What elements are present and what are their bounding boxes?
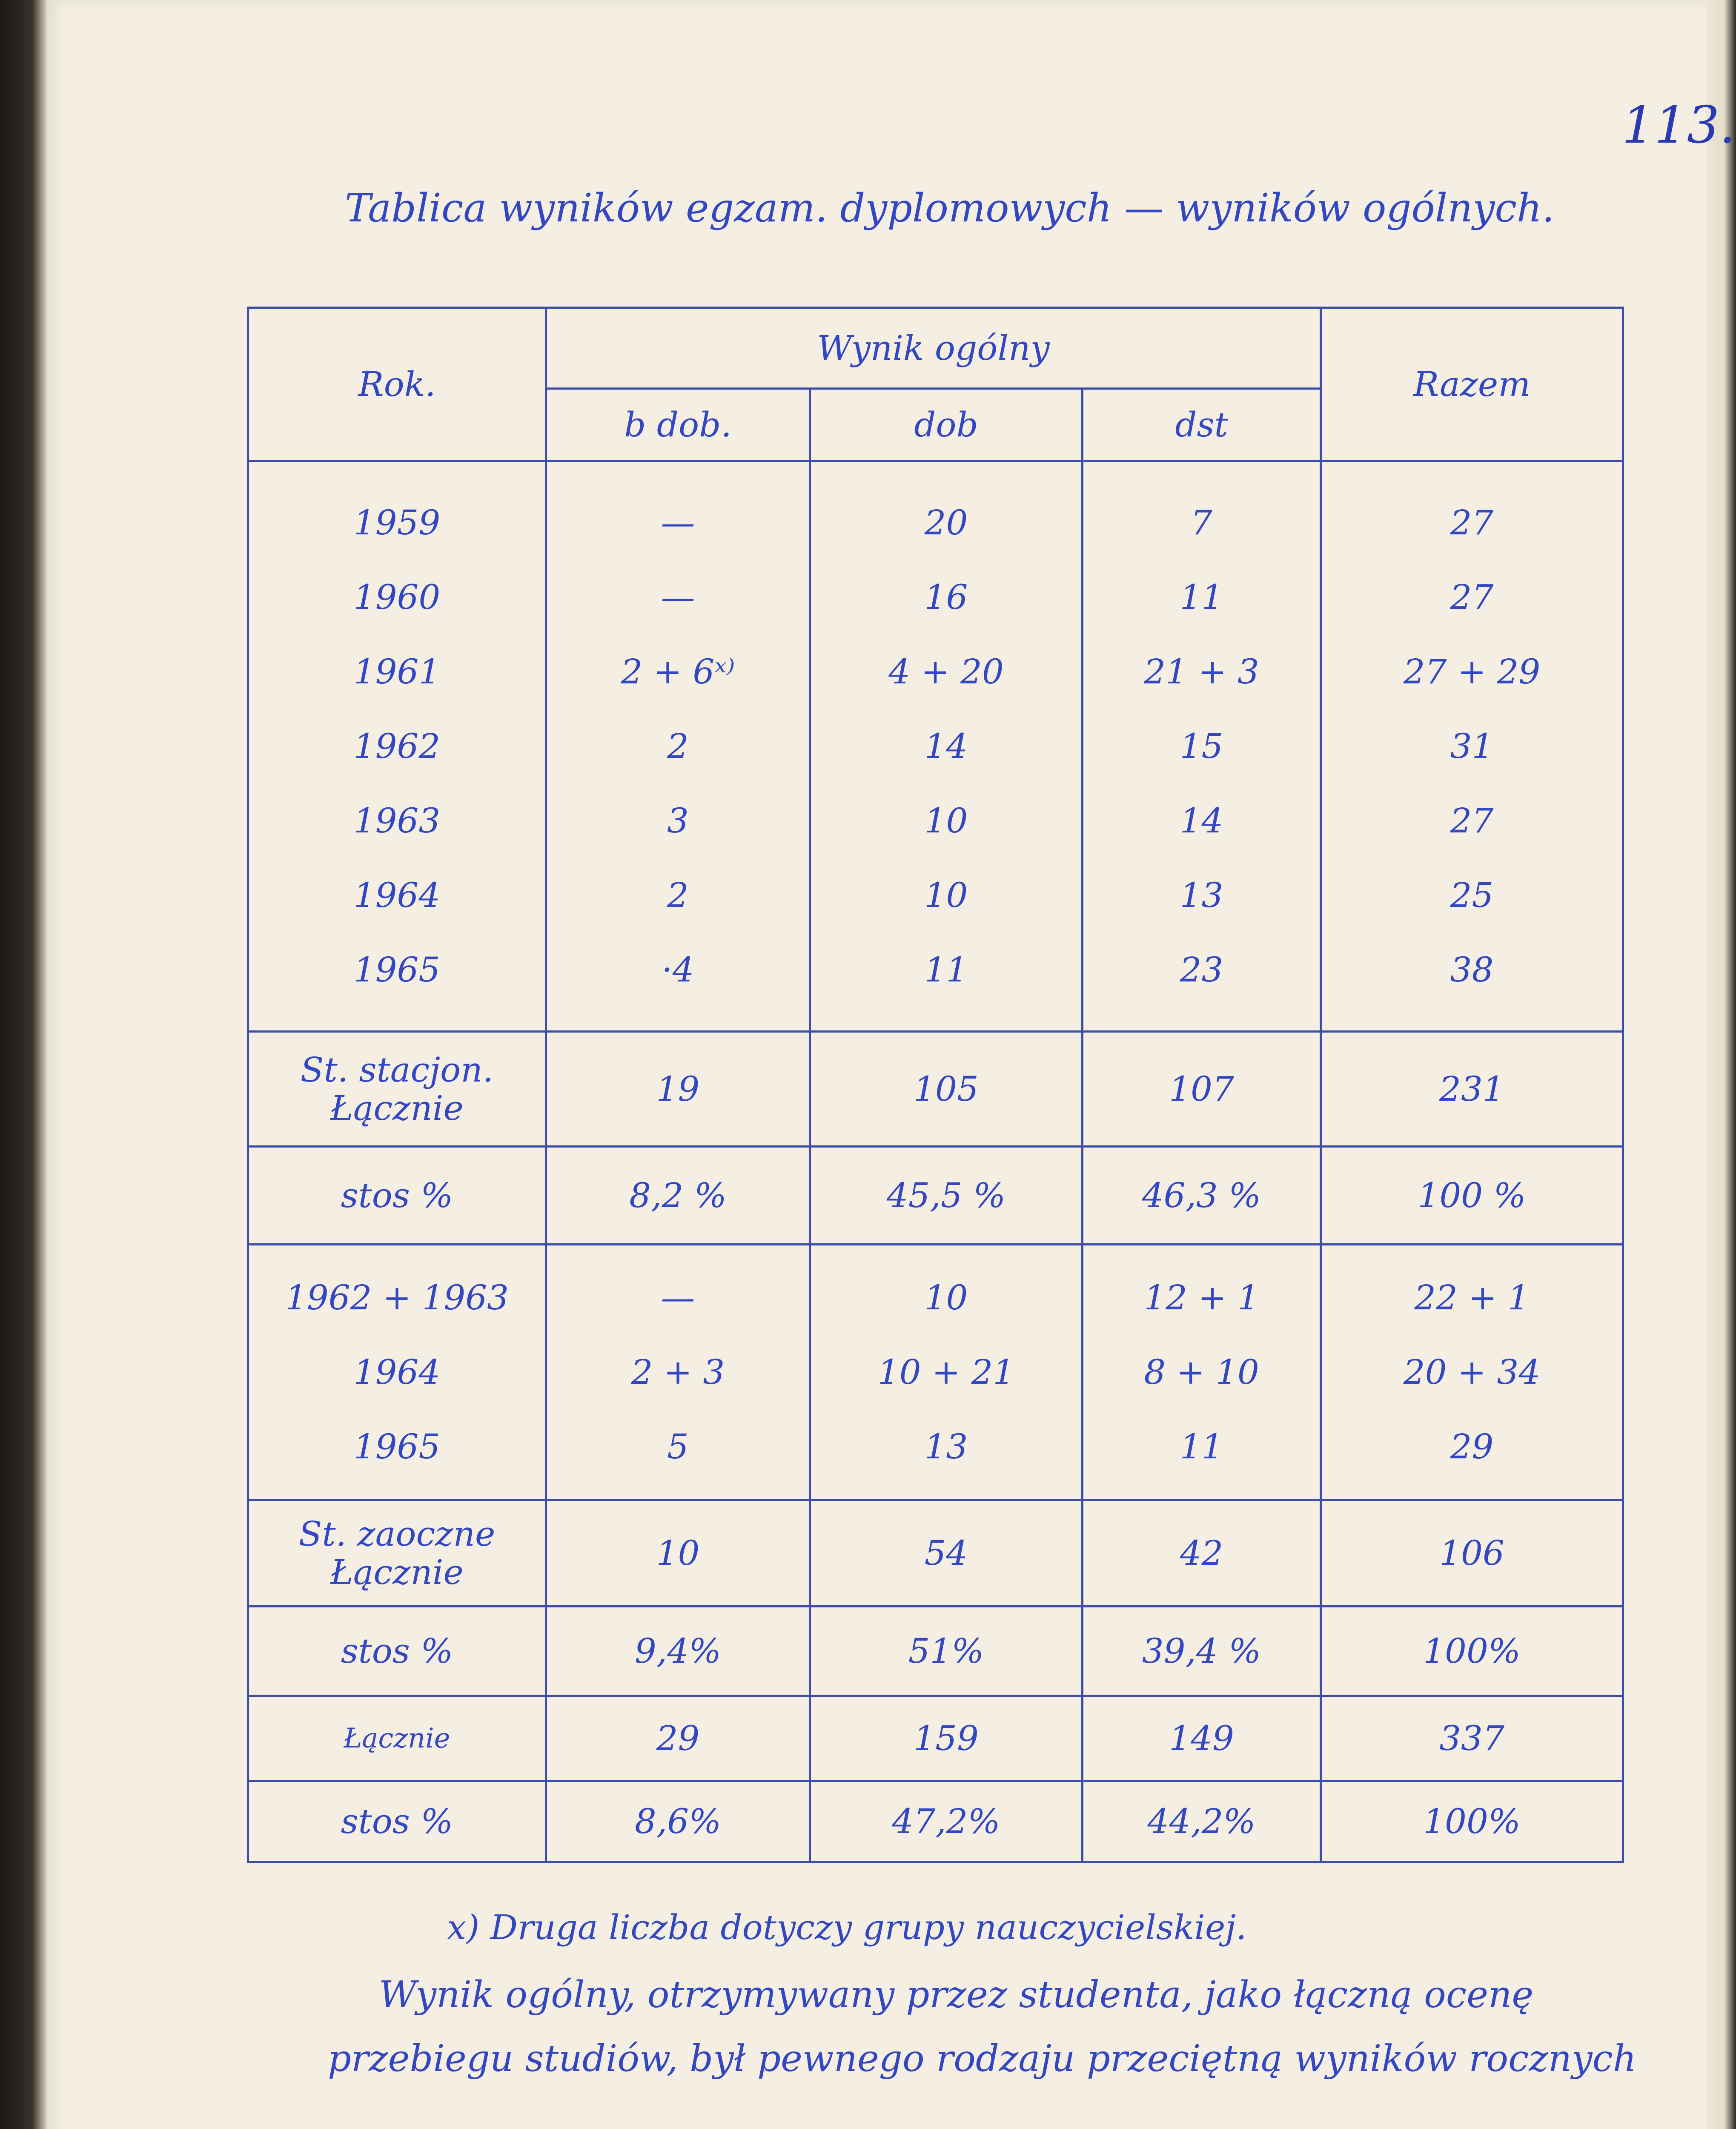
razem-value: 20 + 34	[1403, 1352, 1541, 1392]
header-row-1	[248, 308, 1623, 389]
header-wynik-ogolny: Wynik ogólny	[546, 308, 1321, 389]
razem-value: 31	[1450, 726, 1494, 766]
dob-value: 10	[924, 875, 968, 915]
extramural-years-block	[248, 1245, 1623, 1500]
stationary-total-dob: 105	[810, 1032, 1083, 1147]
razem-value: 38	[1450, 950, 1494, 990]
page-number: 113.	[1622, 96, 1736, 155]
razem-value: 27 + 29	[1403, 652, 1541, 691]
stationary-dst-cell	[1083, 461, 1321, 1032]
stationary-total-label	[248, 1032, 546, 1147]
dst-value: 7	[1191, 503, 1212, 542]
bdob-value: 2 + 6ˣ⁾	[621, 652, 735, 691]
grand-pct-bdob: 8,6%	[546, 1781, 810, 1862]
stationary-pct-row	[248, 1147, 1623, 1245]
book-binding	[0, 0, 47, 2129]
stationary-pct-label: stos %	[248, 1147, 546, 1245]
notebook-page	[47, 0, 1736, 2129]
dob-value: 10 + 21	[877, 1352, 1015, 1392]
razem-value: 22 + 1	[1414, 1278, 1530, 1317]
dob-value: 10	[924, 801, 968, 841]
label-line: St. zaoczne	[298, 1514, 496, 1554]
dob-value: 4 + 20	[888, 652, 1004, 691]
extramural-pct-dst: 39,4 %	[1083, 1607, 1321, 1696]
extramural-razem-cell	[1321, 1245, 1623, 1500]
stationary-years-cell	[248, 461, 546, 1032]
page-edge	[1706, 0, 1736, 2129]
dob-value: 13	[924, 1427, 968, 1466]
header-razem: Razem	[1321, 308, 1623, 461]
grand-total-label: Łącznie	[248, 1696, 546, 1781]
stationary-pct-razem: 100 %	[1321, 1147, 1623, 1245]
dob-value: 10	[924, 1278, 968, 1317]
dst-value: 21 + 3	[1144, 652, 1259, 691]
extramural-total-dob: 54	[810, 1500, 1083, 1607]
stationary-dob-cell	[810, 461, 1083, 1032]
dst-value: 13	[1180, 875, 1223, 915]
grand-pct-row	[248, 1781, 1623, 1862]
grand-pct-dob: 47,2%	[810, 1781, 1083, 1862]
bdob-value: 2	[667, 875, 689, 915]
year-label: 1964	[353, 1352, 441, 1392]
stationary-total-dst: 107	[1083, 1032, 1321, 1147]
paragraph-line-1: Wynik ogólny, otrzymywany przez studenta, jako łączną ocenę	[379, 1974, 1534, 2016]
extramural-years-cell	[248, 1245, 546, 1500]
extramural-dst-cell	[1083, 1245, 1321, 1500]
dst-value: 15	[1180, 726, 1223, 766]
razem-value: 29	[1450, 1427, 1494, 1466]
label-line: St. stacjon.	[300, 1050, 494, 1090]
dob-value: 14	[924, 726, 968, 766]
grand-pct-razem: 100%	[1321, 1781, 1623, 1862]
year-label: 1965	[353, 1427, 441, 1466]
dob-value: 11	[924, 950, 968, 990]
year-label: 1962 + 1963	[285, 1278, 509, 1317]
label-line: Łącznie	[330, 1552, 464, 1592]
results-table	[247, 307, 1624, 1863]
grand-total-dob: 159	[810, 1696, 1083, 1781]
bdob-value: 2	[667, 726, 689, 766]
razem-value: 25	[1450, 875, 1494, 915]
stationary-pct-dob: 45,5 %	[810, 1147, 1083, 1245]
dst-value: 14	[1180, 801, 1223, 841]
stationary-total-razem: 231	[1321, 1032, 1623, 1147]
stationary-pct-dst: 46,3 %	[1083, 1147, 1321, 1245]
extramural-total-bdob: 10	[546, 1500, 810, 1607]
header-dob: dob	[810, 389, 1083, 461]
grand-pct-dst: 44,2%	[1083, 1781, 1321, 1862]
header-bdob: b dob.	[546, 389, 810, 461]
grand-total-row	[248, 1696, 1623, 1781]
grand-total-dst: 149	[1083, 1696, 1321, 1781]
bdob-value: 5	[667, 1427, 689, 1466]
bdob-value: 2 + 3	[631, 1352, 725, 1392]
label-line: Łącznie	[330, 1088, 464, 1128]
stationary-years-block	[248, 461, 1623, 1032]
extramural-bdob-cell	[546, 1245, 810, 1500]
dst-value: 8 + 10	[1144, 1352, 1259, 1392]
year-label: 1959	[353, 503, 441, 542]
dob-value: 20	[924, 503, 968, 542]
dst-value: 12 + 1	[1144, 1278, 1259, 1317]
bdob-value: 3	[667, 801, 689, 841]
extramural-pct-bdob: 9,4%	[546, 1607, 810, 1696]
stationary-razem-cell	[1321, 461, 1623, 1032]
bdob-value: ·4	[662, 950, 694, 990]
extramural-total-label	[248, 1500, 546, 1607]
grand-total-razem: 337	[1321, 1696, 1623, 1781]
extramural-pct-dob: 51%	[810, 1607, 1083, 1696]
year-label: 1964	[353, 875, 441, 915]
year-label: 1962	[353, 726, 441, 766]
extramural-total-razem: 106	[1321, 1500, 1623, 1607]
extramural-pct-razem: 100%	[1321, 1607, 1623, 1696]
paragraph-line-2: przebiegu studiów, był pewnego rodzaju przeciętną wyników rocznych	[328, 2037, 1637, 2080]
footnote: x) Druga liczba dotyczy grupy nauczycielskiej.	[447, 1908, 1247, 1947]
stationary-total-bdob: 19	[546, 1032, 810, 1147]
bdob-value: —	[661, 503, 695, 542]
bdob-value: —	[661, 577, 695, 617]
extramural-pct-label: stos %	[248, 1607, 546, 1696]
grand-pct-label: stos %	[248, 1781, 546, 1862]
year-label: 1965	[353, 950, 441, 990]
razem-value: 27	[1450, 503, 1494, 542]
bdob-value: —	[661, 1278, 695, 1317]
stationary-total-row	[248, 1032, 1623, 1147]
dst-value: 11	[1180, 1427, 1223, 1466]
header-dst: dst	[1083, 389, 1321, 461]
dst-value: 11	[1180, 577, 1223, 617]
grand-total-bdob: 29	[546, 1696, 810, 1781]
year-label: 1961	[353, 652, 441, 691]
stationary-pct-bdob: 8,2 %	[546, 1147, 810, 1245]
extramural-total-dst: 42	[1083, 1500, 1321, 1607]
dst-value: 23	[1180, 950, 1223, 990]
year-label: 1960	[353, 577, 441, 617]
year-label: 1963	[353, 801, 441, 841]
stationary-bdob-cell	[546, 461, 810, 1032]
razem-value: 27	[1450, 801, 1494, 841]
extramural-dob-cell	[810, 1245, 1083, 1500]
header-rok: Rok.	[248, 308, 546, 461]
razem-value: 27	[1450, 577, 1494, 617]
extramural-pct-row	[248, 1607, 1623, 1696]
extramural-total-row	[248, 1500, 1623, 1607]
dob-value: 16	[924, 577, 968, 617]
table-title: Tablica wyników egzam. dyplomowych — wyników ogólnych.	[345, 185, 1555, 231]
